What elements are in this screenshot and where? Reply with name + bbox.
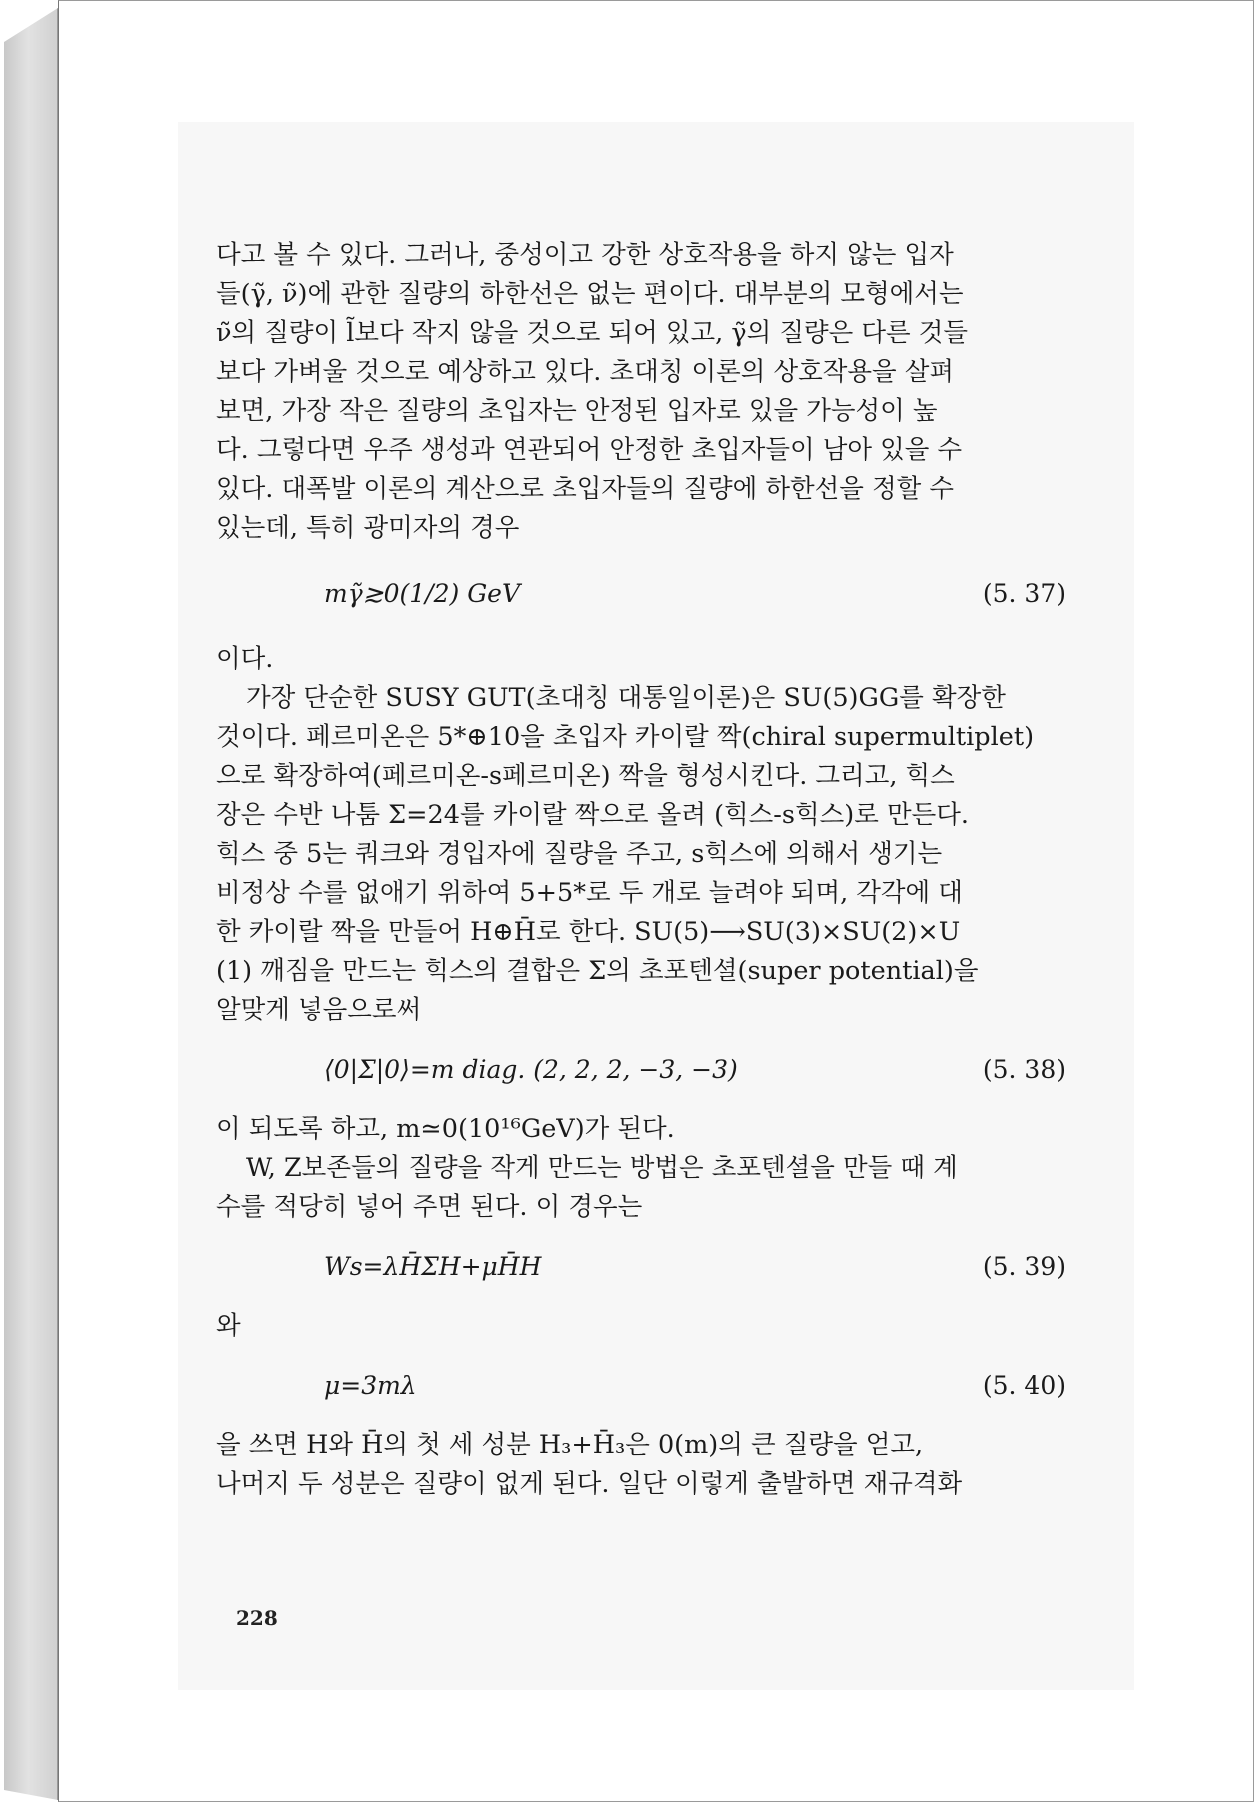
paragraph-2 [216, 679, 1096, 1030]
text-line: 보면, 가장 작은 질량의 초입자는 안정된 입자로 있을 가능성이 높 [216, 396, 938, 426]
text-line: 한 카이랄 짝을 만들어 H⊕H̄로 한다. SU(5)⟶SU(3)×SU(2)×U [216, 917, 961, 947]
text-line: 이다. [216, 644, 274, 674]
text-line: 이 되도록 하고, m≃0(10¹⁶GeV)가 된다. [216, 1114, 675, 1144]
text-line: 가장 단순한 SUSY GUT(초대칭 대통일이론)은 SU(5)GG를 확장한 [246, 683, 1006, 713]
paragraph-3 [216, 1149, 1096, 1227]
text-line: 알맞게 넣음으로써 [216, 995, 422, 1025]
text-line: 비정상 수를 없애기 위하여 5+5*로 두 개로 늘려야 되며, 각각에 대 [216, 878, 963, 908]
text-line: 수를 적당히 넣어 주면 된다. 이 경우는 [216, 1192, 643, 1222]
equation-number: (5. 40) [982, 1371, 1066, 1400]
equation-expression: Ws=λH̄ΣH+μH̄H [324, 1252, 542, 1281]
text-line: 있는데, 특히 광미자의 경우 [216, 513, 520, 543]
equation-number: (5. 37) [982, 579, 1066, 608]
text-line: 장은 수반 나툼 Σ=24를 카이랄 짝으로 올려 (힉스-s힉스)로 만든다. [216, 800, 969, 830]
equation-5-37 [216, 548, 1096, 640]
text-line: 으로 확장하여(페르미온-s페르미온) 짝을 형성시킨다. 그리고, 힉스 [216, 761, 955, 791]
equation-expression: mγ̃≳0(1/2) GeV [324, 579, 521, 608]
equation-5-39 [216, 1227, 1096, 1307]
book-spine [4, 8, 58, 1800]
text-line: 다. 그렇다면 우주 생성과 연관되어 안정한 초입자들이 남아 있을 수 [216, 435, 963, 465]
equation-number: (5. 39) [982, 1252, 1066, 1281]
text-line: ν̃의 질량이 l̃보다 작지 않을 것으로 되어 있고, γ̃의 질량은 다른 것들 [216, 318, 968, 348]
text-line: 있다. 대폭발 이론의 계산으로 초입자들의 질량에 하한선을 정할 수 [216, 474, 955, 504]
page-number: 228 [236, 1606, 278, 1630]
equation-5-40 [216, 1346, 1096, 1426]
equation-number: (5. 38) [982, 1055, 1066, 1084]
equation-expression: ⟨0|Σ|0⟩=m diag. (2, 2, 2, −3, −3) [324, 1055, 738, 1084]
text-line: 것이다. 페르미온은 5*⊕10을 초입자 카이랄 짝(chiral supermultiplet) [216, 722, 1035, 752]
text-line: W, Z보존들의 질량을 작게 만드는 방법은 초포텐셜을 만들 때 계 [246, 1153, 958, 1183]
text-line: 다고 볼 수 있다. 그러나, 중성이고 강한 상호작용을 하지 않는 입자 [216, 240, 954, 270]
paragraph-4 [216, 1426, 1096, 1504]
text-line: 을 쓰면 H와 H̄의 첫 세 성분 H₃+H̄₃은 0(m)의 큰 질량을 얻고, [216, 1430, 924, 1460]
text-line: 와 [216, 1311, 241, 1341]
equation-5-38 [216, 1030, 1096, 1110]
text-line: 나머지 두 성분은 질량이 없게 된다. 일단 이렇게 출발하면 재규격화 [216, 1469, 963, 1499]
text-line: 보다 가벼울 것으로 예상하고 있다. 초대칭 이론의 상호작용을 살펴 [216, 357, 955, 387]
text-line: 힉스 중 5는 쿼크와 경입자에 질량을 주고, s힉스에 의해서 생기는 [216, 839, 943, 869]
text-line: (1) 깨짐을 만드는 힉스의 결합은 Σ의 초포텐셜(super potential)을 [216, 956, 979, 986]
paragraph-1 [216, 236, 1096, 548]
equation-expression: μ=3mλ [324, 1371, 417, 1400]
page-text [216, 236, 1096, 1504]
text-line: 들(γ̃, ν̃)에 관한 질량의 하한선은 없는 편이다. 대부분의 모형에서는 [216, 279, 964, 309]
